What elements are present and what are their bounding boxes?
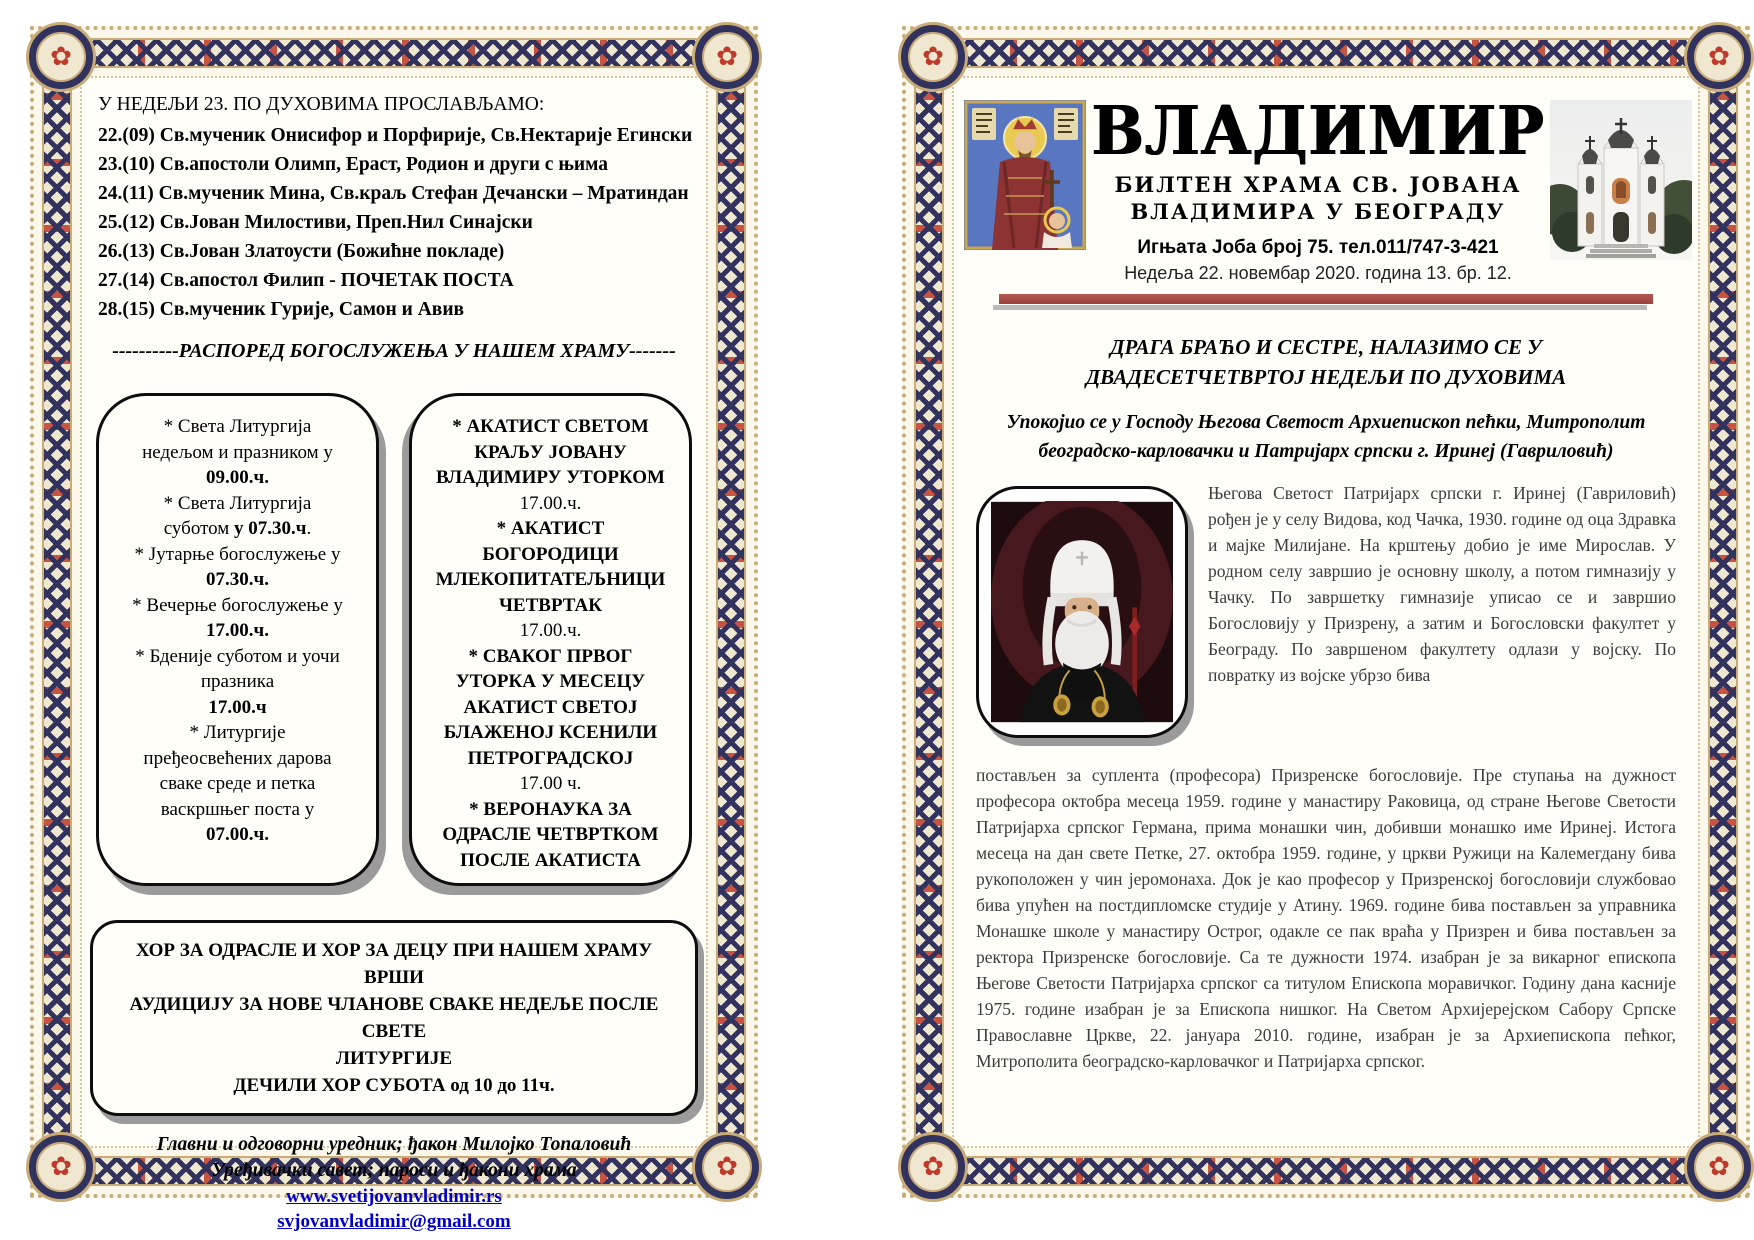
obituary-lede: Упокојио се у Господу Његова Светост Архиепископ пећки, Митрополит београдско-карловачки и Патријарх српски г. Иринеј (Гавриловић) [1006, 412, 1646, 463]
schedule-divider-title: ----------РАСПОРЕД БОГОСЛУЖЕЊА У НАШЕМ ХРАМУ------- [112, 340, 676, 362]
border-ornament-bottom [914, 1156, 1738, 1186]
border-ornament-right [1708, 38, 1738, 1186]
patriarch-photo-frame [976, 486, 1188, 738]
editor-line: Главни и одговорни уредник; ђакон Милојко Топаловић [156, 1134, 632, 1155]
masthead-center [1086, 91, 1550, 284]
flower-medallion-icon [1687, 1135, 1751, 1199]
biography-paragraph-2: постављен за суплента (професора) Призренске богословије. Пре ступања на дужност професора октобра месеца 1959. године у манастиру Раковица, од стране Његове Светости Патријарха српског Германа, прима монашки чин, добивши монашко име Иринеј. Истога месеца на дан свете Петке, 27. октобра 1959. године, у цркви Ружици на Калемегдану бива рукоположен у чин јеромонаха. Док је као професор у Призренској богословији службовао бива упућен на постдипломске студије у Атину. 1969. године бива постављен за управника Монашке школе у манастиру Острог, одакле се пак враћа у Призрен и бива постављен за ректора Призренске богословије. Са те дужности 1974. изабран је за викарног епископа Његове Светости Патријарха српског са титулом Епископа моравичког. Годину дана касније 1975. године изабран је за Епископа нишког. На Светом Архијерејском Сабору Српске Православне Цркве, 22. јануара 2010. године, изабран је за Архиепископа пећког, Митрополита београдско-карловачког и Патријарха српског. [976, 765, 1676, 1072]
left-page-content [80, 76, 708, 1232]
greeting-line-1: ДРАГА БРАЋО И СЕСТРЕ, НАЛАЗИМО СЕ У [1110, 335, 1542, 360]
saint-icon-image [964, 100, 1086, 250]
bulletin-subtitle [1086, 171, 1550, 226]
masthead [954, 78, 1698, 284]
right-page-content [952, 76, 1700, 1148]
border-ornament-left [42, 38, 72, 1186]
bulletin-page-right [902, 26, 1750, 1198]
border-ornament-left [914, 38, 944, 1186]
flower-medallion-icon [29, 25, 93, 89]
issue-date-line: Недеља 22. новембар 2020. година 13. бр. 12. [1124, 263, 1512, 284]
border-ornament-top [914, 38, 1738, 68]
choir-announcement-box: ХОР ЗА ОДРАСЛЕ И ХОР ЗА ДЕЦУ ПРИ НАШЕМ ХРАМУ ВРШИ АУДИЦИЈУ ЗА НОВЕ ЧЛАНОВЕ СВАКЕ НЕДЕЉЕ ПОСЛЕ СВЕТЕ ЛИТУРГИЈЕ ДЕЧИЛИ ХОР СУБОТА од 10 до 11ч. [90, 920, 698, 1116]
flower-medallion-icon [695, 25, 759, 89]
red-divider-bar [999, 294, 1654, 304]
greeting-line-2: ДВАДЕСЕТЧЕТВРТОЈ НЕДЕЉИ ПО ДУХОВИМА [1085, 365, 1567, 390]
border-ornament-right [716, 38, 746, 1186]
biography-section [976, 480, 1676, 1074]
schedule-boxes [96, 393, 692, 886]
flower-medallion-icon [1687, 25, 1751, 89]
church-photo [1550, 100, 1692, 260]
subtitle-line-2: ВЛАДИМИРА У БЕОГРАДУ [1130, 199, 1506, 225]
patriarch-photo [991, 501, 1173, 723]
saints-calendar [82, 78, 706, 324]
red-divider-bar-shadow [993, 305, 1648, 310]
calendar-heading: У НЕДЕЉИ 23. ПО ДУХОВИМА ПРОСЛАВЉАМО: [98, 94, 545, 115]
bulletin-title: ВЛАДИМИР [1091, 91, 1545, 171]
flower-medallion-icon [29, 1135, 93, 1199]
page-footer [82, 1132, 706, 1234]
calendar-entries: 22.(09) Св.мученик Онисифор и Порфирије, Св.Нектарије Егински 23.(10) Св.апостоли Олимп, Ераст, Родион и други с њима 24.(11) Св.мученик Мина, Св.краљ Стефан Дечански – Мратиндан 25.(12) Св.Јован Милостиви, Преп.Нил Синајски 26.(13) Св.Јован Златоусти (Божићне покладе) 27.(14) Св.апостол Филип - ПОЧЕТАК ПОСТА 28.(15) Св.мученик Гурије, Самон и Авив [98, 125, 693, 320]
subtitle-line-1: БИЛТЕН ХРАМА СВ. ЈОВАНА [1114, 171, 1522, 197]
border-ornament-top [42, 38, 746, 68]
bulletin-page-left [30, 26, 758, 1232]
flower-medallion-icon [695, 1135, 759, 1199]
liturgy-schedule-box: * Света Литургија недељом и празником у 09.00.ч. * Света Литургија суботом у 07.30.ч. * Јутарње богослужење у 07.30.ч. * Вечерње богослужење у 17.00.ч. * Бденије суботом и уочи празника 17.00.ч * Литургије пређеосвећених дарова сваке среде и петка васкршњег поста у 07.00.ч. [96, 393, 379, 886]
biography-paragraph-1: Његова Светост Патријарх српски г. Иринеј (Гавриловић) рођен је у селу Видова, код Чачка, 1930. године од оца Здравка и мајке Милијане. На крштењу добио је име Мирослав. У родном селу завршио је основну школу, а потом гимназију у Чачку. По завршетку гимназије уписао се и завршио Богословију у Призрену, а затим и Богословски факултет у Београду. По завршеном факултету одлази у војску. По повратку из војске убрзо бива [1208, 483, 1676, 686]
greeting-heading [954, 332, 1698, 392]
church-address: Игњата Јоба број 75. тел.011/747-3-421 [1137, 237, 1499, 259]
flower-medallion-icon [901, 25, 965, 89]
website-link[interactable]: www.svetijovanvladimir.rs [286, 1186, 502, 1207]
council-line: Уређивачки савет; пароси и ђакони храма [211, 1160, 577, 1181]
email-link[interactable]: svjovanvladimir@gmail.com [277, 1211, 511, 1232]
akathist-schedule-box: * АКАТИСТ СВЕТОМ КРАЉУ ЈОВАНУ ВЛАДИМИРУ УТОРКОМ 17.00.ч. * АКАТИСТ БОГОРОДИЦИ МЛЕКОПИТАТЕЉНИЦИ ЧЕТВРТАК 17.00.ч. * СВАКОГ ПРВОГ УТОРКА У МЕСЕЦУ АКАТИСТ СВЕТОЈ БЛАЖЕНОЈ КСЕНИЛИ ПЕТРОГРАДСКОЈ 17.00 ч. * ВЕРОНАУКА ЗА ОДРАСЛЕ ЧЕТВРТКОМ ПОСЛЕ АКАТИСТА [409, 393, 692, 886]
flower-medallion-icon [901, 1135, 965, 1199]
